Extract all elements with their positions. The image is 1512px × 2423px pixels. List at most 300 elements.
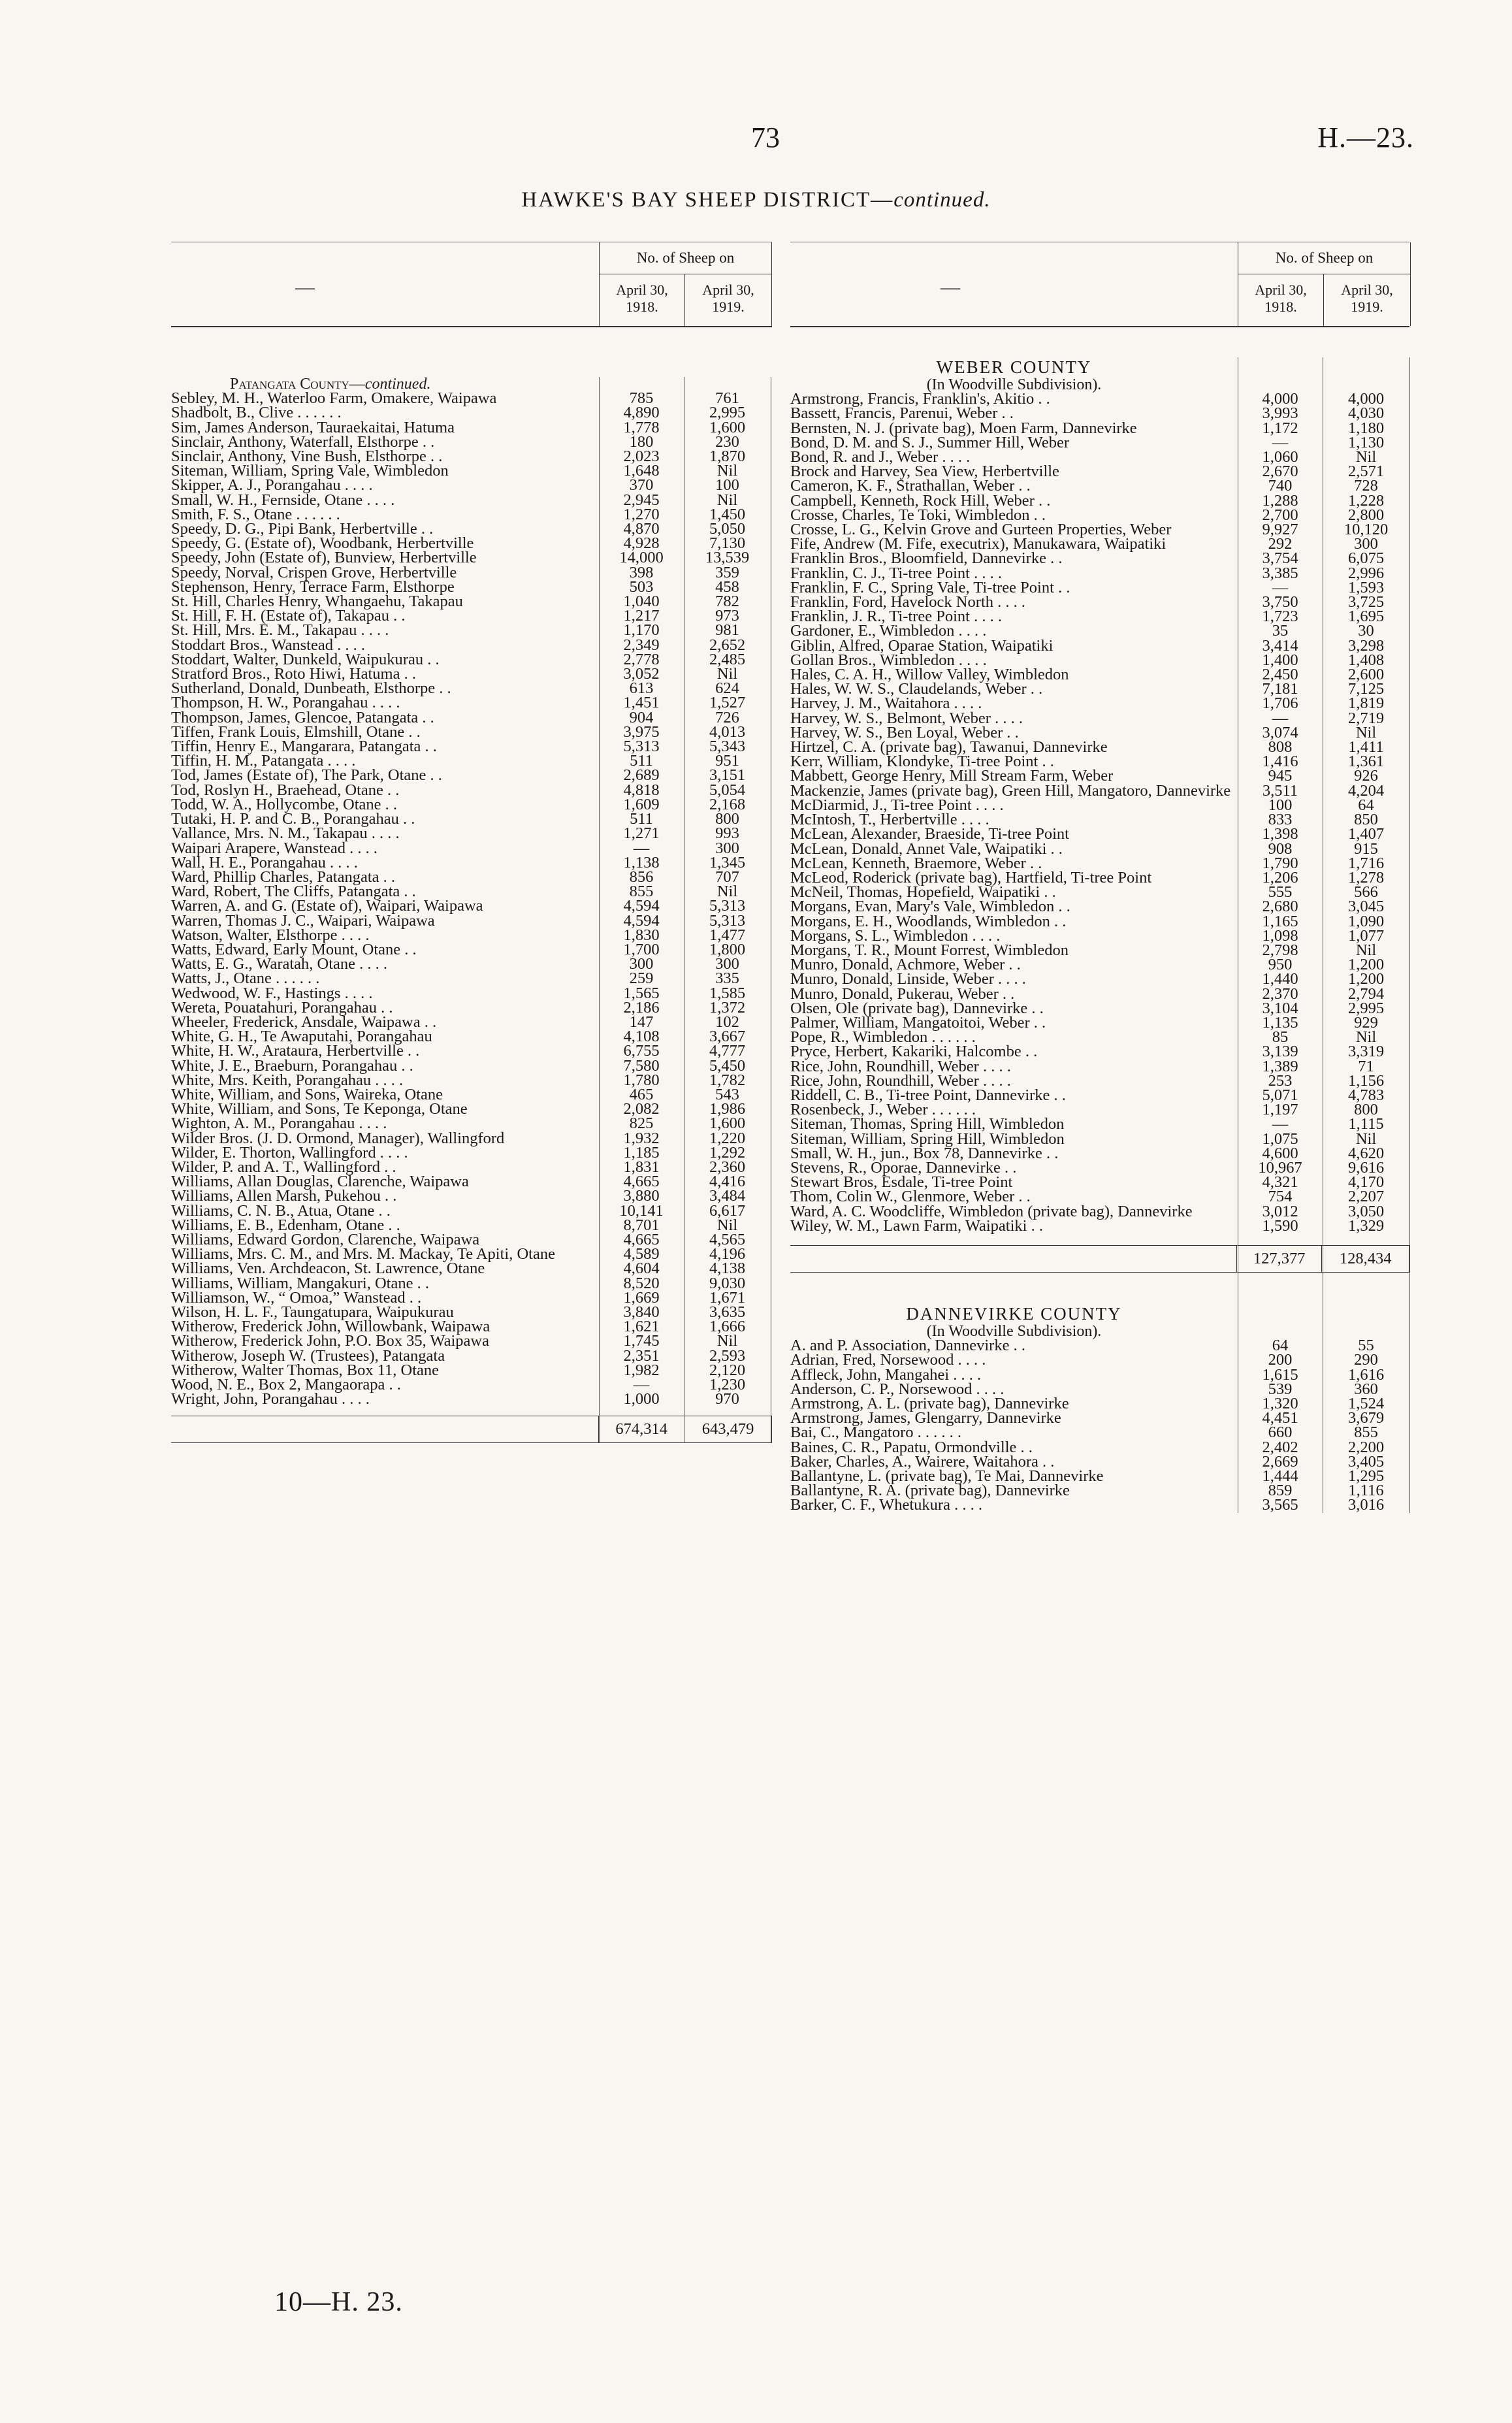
count-1918: 2,670 [1262,463,1298,481]
count-1918: 539 [1268,1380,1293,1398]
owner-name: Baker, Charles, A., Wairere, Waitahora . . [790,1452,1055,1471]
count-1919: 1,600 [709,418,746,436]
count-1919: 1,200 [1347,956,1385,974]
count-1918: 785 [629,389,654,408]
count-1918: 3,975 [623,723,660,741]
count-1919: 2,794 [1347,984,1385,1003]
count-1918: 1,400 [1262,651,1298,669]
count-1918: 2,082 [623,1100,660,1118]
count-1918: 1,621 [623,1318,660,1336]
count-1919: 300 [715,839,739,857]
owner-name: Witherow, Frederick John, Willowbank, Waipawa [171,1318,491,1336]
count-1918: — [1272,433,1289,451]
count-1919: 800 [1354,1101,1378,1119]
count-1918: 3,754 [1262,549,1298,568]
count-1919: 1,716 [1347,854,1385,872]
count-1919: 2,168 [709,795,746,813]
count-1919: 1,593 [1347,578,1385,596]
count-1919: 1,077 [1347,926,1385,945]
count-1918: 2,186 [623,998,660,1016]
count-1919: 3,405 [1347,1452,1385,1471]
owner-name: Franklin, C. J., Ti-tree Point . . . . [790,564,1002,582]
owner-name: Watson, Walter, Elsthorpe . . . . [171,926,370,944]
count-1918: 4,108 [623,1028,660,1046]
weber-county-title: WEBER COUNTY [936,357,1092,377]
count-1918: 859 [1268,1482,1293,1500]
owner-name: Baines, C. R., Papatu, Ormondville . . [790,1438,1033,1456]
owner-name: St. Hill, F. H. (Estate of), Takapau . . [171,607,406,625]
count-1918: 7,580 [623,1056,660,1075]
count-1919: Nil [1355,448,1377,466]
count-1918: 2,680 [1262,898,1298,916]
count-1918: 1,098 [1262,926,1298,945]
owner-name: Williams, Ven. Archdeacon, St. Lawrence, Otane [171,1260,485,1278]
owner-name: Wiley, W. M., Lawn Farm, Waipatiki . . [790,1216,1043,1235]
count-1919: 624 [715,679,739,698]
owner-name: White, G. H., Te Awaputahi, Porangahau [171,1028,432,1046]
count-1918: 1,288 [1262,491,1298,510]
count-1919: 300 [1354,535,1378,553]
count-1919: 1,329 [1347,1216,1385,1235]
count-1919: 1,450 [709,505,746,523]
count-1918: 4,321 [1262,1173,1298,1192]
count-1918: 4,665 [623,1230,660,1248]
count-1918: 908 [1268,839,1293,858]
header-caption: No. of Sheep on [600,242,771,274]
count-1918: 1,170 [623,621,660,640]
owner-name: Waipari Arapere, Wanstead . . . . [171,839,378,857]
owner-name: Crosse, L. G., Kelvin Grove and Gurteen Properties, Weber [790,521,1172,539]
count-1919: 100 [715,476,739,495]
count-1919: 2,996 [1347,564,1385,582]
count-1919: 707 [715,868,739,886]
count-1919: 855 [1354,1423,1378,1442]
owner-name: Thompson, James, Glencoe, Patangata . . [171,708,434,726]
count-1919: 1,819 [1347,694,1385,713]
count-1918: 613 [629,679,654,698]
count-1918: 398 [629,563,654,581]
count-1918: 2,450 [1262,666,1298,684]
count-1919: 973 [715,607,739,625]
owner-name: McLean, Kenneth, Braemore, Weber . . [790,854,1042,872]
count-1918: 3,414 [1262,636,1298,655]
owner-name: Wood, N. E., Box 2, Mangaorapa . . [171,1376,401,1394]
count-1919: 1,345 [709,853,746,871]
owner-name: Franklin, Ford, Havelock North . . . . [790,593,1025,611]
owner-name: Affleck, John, Mangahei . . . . [790,1365,982,1384]
count-1918: 3,565 [1262,1496,1298,1514]
count-1918: 1,615 [1262,1365,1298,1384]
owner-name: Williams, Allan Douglas, Clarenche, Waipawa [171,1173,469,1191]
count-1919: 1,616 [1347,1365,1385,1384]
count-1918: 1,609 [623,795,660,813]
count-1918: 1,669 [623,1288,660,1307]
header-sheep-count [599,242,772,326]
count-1918: 1,778 [623,418,660,436]
owner-name: Bernsten, N. J. (private bag), Moen Farm, Dannevirke [790,419,1137,437]
count-1918: 1,060 [1262,448,1298,466]
owner-name: A. and P. Association, Dannevirke . . [790,1337,1025,1355]
owner-name: Gardoner, E., Wimbledon . . . . [790,622,987,640]
owner-name: Barker, C. F., Whetukura . . . . [790,1496,982,1514]
count-1918: 2,798 [1262,941,1298,959]
owner-name: Speedy, G. (Estate of), Woodbank, Herbertville [171,534,474,553]
count-1918: 9,927 [1262,521,1298,539]
page-footer: 10—H. 23. [274,2287,403,2317]
owner-name: Wall, H. E., Porangahau . . . . [171,853,358,871]
count-1918: 1,780 [623,1071,660,1089]
owner-name: Armstrong, Francis, Franklin's, Akitio . . [790,390,1050,408]
owner-name: Armstrong, James, Glengarry, Dannevirke [790,1409,1061,1427]
count-1918: 950 [1268,956,1293,974]
count-1918: 1,831 [623,1158,660,1176]
count-1919: 4,013 [709,723,746,741]
owner-name: Pryce, Herbert, Kakariki, Halcombe . . [790,1043,1038,1061]
weber-county-subtitle: (In Woodville Subdivision). [926,376,1102,393]
weber-total-1919: 128,434 [1321,1246,1409,1272]
count-1918: 1,185 [623,1143,660,1162]
count-1918: 3,139 [1262,1043,1298,1061]
count-1919: 1,130 [1347,433,1385,451]
owner-name: Olsen, Ole (private bag), Dannevirke . . [790,999,1044,1017]
count-1918: 1,932 [623,1129,660,1147]
owner-name: Stevens, R., Oporae, Dannevirke . . [790,1158,1017,1177]
count-1919: Nil [716,491,738,509]
owner-name: McIntosh, T., Herbertville . . . . [790,811,989,829]
owner-name: Franklin Bros., Bloomfield, Dannevirke . . [790,549,1063,568]
count-1919: Nil [716,462,738,480]
count-1919: 2,800 [1347,506,1385,524]
owner-name: Williams, C. N. B., Atua, Otane . . [171,1201,391,1220]
count-1918: 147 [629,1013,654,1031]
owner-name: Wereta, Pouatahuri, Porangahau . . [171,998,393,1016]
count-1918: — [1272,578,1289,596]
count-1919: Nil [716,883,738,901]
header-col-1919: April 30, 1919. [684,274,771,326]
dannevirke-county-title: DANNEVIRKE COUNTY [906,1303,1122,1324]
count-1918: 555 [1268,883,1293,902]
count-1918: 1,830 [623,926,660,944]
count-1919: 1,361 [1347,753,1385,771]
count-1919: 761 [715,389,739,408]
dannevirke-county-subtitle: (In Woodville Subdivision). [926,1322,1102,1340]
owner-name: Speedy, John (Estate of), Bunview, Herbertville [171,549,477,567]
owner-name: White, William, and Sons, Waireka, Otane [171,1085,443,1103]
count-1918: 945 [1268,767,1293,785]
count-1919: Nil [716,1332,738,1350]
owner-name: Bond, R. and J., Weber . . . . [790,448,971,466]
count-1918: 100 [1268,796,1293,814]
count-1918: 1,723 [1262,608,1298,626]
count-1919: 1,800 [709,940,746,958]
count-1919: 2,485 [709,650,746,668]
count-1918: 4,665 [623,1173,660,1191]
owner-name: Tiffin, H. M., Patangata . . . . [171,752,356,770]
count-1919: 1,782 [709,1071,746,1089]
count-1919: 3,725 [1347,593,1385,611]
count-1919: 4,416 [709,1173,746,1191]
owner-name: Armstrong, A. L. (private bag), Dannevirke [790,1395,1069,1412]
owner-name: Rosenbeck, J., Weber . . . . . . [790,1101,976,1119]
count-1919: 1,527 [709,694,746,712]
count-1918: 2,669 [1262,1452,1298,1471]
owner-name: Wedwood, W. F., Hastings . . . . [171,984,373,1002]
count-1919: 4,620 [1347,1144,1385,1162]
count-1919: 2,719 [1347,709,1385,727]
count-1919: 9,030 [709,1274,746,1292]
count-1919: 6,075 [1347,549,1385,568]
table-row [171,1392,772,1407]
table-row [790,1498,1409,1512]
count-1918: 1,790 [1262,854,1298,872]
count-1919: 1,180 [1347,419,1385,437]
owner-name: Shadbolt, B., Clive . . . . . . [171,404,342,422]
count-1918: 1,197 [1262,1101,1298,1119]
weber-total-1918: 127,377 [1236,1246,1322,1272]
owner-name: Hirtzel, C. A. (private bag), Tawanui, Dannevirke [790,738,1108,756]
owner-name: Ballantyne, R. A. (private bag), Dannevirke [790,1482,1070,1500]
owner-name: Warren, Thomas J. C., Waipari, Waipawa [171,911,435,930]
count-1919: 30 [1358,622,1374,640]
owner-name: Watts, Edward, Early Mount, Otane . . [171,940,417,958]
owner-name: Sebley, M. H., Waterloo Farm, Omakere, Waipawa [171,389,497,408]
count-1918: 4,600 [1262,1144,1298,1162]
owner-name: Speedy, Norval, Crispen Grove, Herbertville [171,563,457,581]
count-1919: 2,600 [1347,666,1385,684]
owner-name: Williams, Allen Marsh, Pukehou . . [171,1187,397,1205]
count-1918: 1,320 [1262,1395,1298,1412]
owner-name: Gollan Bros., Wimbledon . . . . [790,651,987,669]
count-1919: 970 [715,1390,739,1408]
count-1919: Nil [1355,723,1377,741]
owner-name: Pope, R., Wimbledon . . . . . . [790,1028,976,1047]
owner-name: Thompson, H. W., Porangahau . . . . [171,694,400,712]
count-1918: 3,052 [623,665,660,683]
count-1919: 3,679 [1347,1409,1385,1427]
count-1919: 1,408 [1347,651,1385,669]
count-1919: 3,635 [709,1303,746,1321]
count-1919: 10,120 [1343,521,1389,539]
count-1918: 3,074 [1262,723,1298,741]
count-1918: 1,398 [1262,825,1298,843]
count-1918: 4,451 [1262,1409,1298,1427]
owner-name: Bond, D. M. and S. J., Summer Hill, Weber [790,433,1069,451]
count-1919: 4,030 [1347,404,1385,423]
left-rows [171,377,772,1443]
count-1918: 1,745 [623,1332,660,1350]
count-1919: 850 [1354,811,1378,829]
owner-name: St. Hill, Mrs. E. M., Takapau . . . . [171,621,389,640]
count-1919: 3,667 [709,1028,746,1046]
owner-name: Crosse, Charles, Te Toki, Wimbledon . . [790,506,1046,524]
count-1918: 1,270 [623,505,660,523]
count-1919: 4,138 [709,1260,746,1278]
count-1918: 1,075 [1262,1130,1298,1148]
count-1919: 1,292 [709,1143,746,1162]
count-1919: Nil [1355,941,1377,959]
owner-name: Mabbett, George Henry, Mill Stream Farm, Weber [790,767,1114,785]
count-1919: 1,870 [709,447,746,466]
owner-name: Rice, John, Roundhill, Weber . . . . [790,1057,1011,1075]
owner-name: Giblin, Alfred, Oparae Station, Waipatiki [790,636,1054,655]
owner-name: Smith, F. S., Otane . . . . . . [171,505,340,523]
count-1918: 740 [1268,477,1293,495]
owner-name: Bai, C., Mangatoro . . . . . . [790,1423,961,1442]
owner-name: Siteman, Thomas, Spring Hill, Wimbledon [790,1115,1065,1133]
owner-name: Witherow, Joseph W. (Trustees), Patangata [171,1346,445,1365]
owner-name: Stoddart Bros., Wanstead . . . . [171,636,365,654]
count-1918: 1,135 [1262,1013,1298,1032]
count-1918: 4,589 [623,1245,660,1263]
count-1918: 1,648 [623,462,660,480]
owner-name: Ward, Phillip Charles, Patangata . . [171,868,395,886]
count-1918: 2,689 [623,766,660,785]
count-1918: 754 [1268,1188,1293,1206]
count-1919: 728 [1354,477,1378,495]
owner-name: Franklin, J. R., Ti-tree Point . . . . [790,608,1002,626]
count-1918: 4,604 [623,1260,660,1278]
count-1918: 2,023 [623,447,660,466]
count-1919: 360 [1354,1380,1378,1398]
owner-name: Sim, James Anderson, Tauraekaitai, Hatuma [171,418,455,436]
owner-name: Harvey, W. S., Ben Loyal, Weber . . [790,723,1019,741]
count-1919: 1,600 [709,1114,746,1133]
count-1919: 993 [715,824,739,843]
owner-name: Ballantyne, L. (private bag), Te Mai, Dannevirke [790,1467,1104,1486]
left-total-1919: 643,479 [684,1416,772,1442]
header-dash: — [295,276,315,298]
owner-name: Watts, E. G., Waratah, Otane . . . . [171,955,388,973]
owner-name: Siteman, William, Spring Hill, Wimbledon [790,1130,1065,1148]
header-col-1918: April 30, 1918. [616,282,668,315]
weber-total-row [790,1245,1409,1273]
count-1919: 230 [715,432,739,451]
count-1918: 1,444 [1262,1467,1298,1486]
owner-name: St. Hill, Charles Henry, Whangaehu, Takapau [171,593,463,611]
count-1919: 800 [715,810,739,828]
owner-name: Williamson, W., “ Omoa,” Wanstead . . [171,1288,422,1307]
count-1918: 5,313 [623,738,660,756]
owner-name: Stoddart, Walter, Dunkeld, Waipukurau . . [171,650,440,668]
owner-name: Morgans, E. H., Woodlands, Wimbledon . . [790,912,1067,930]
count-1918: 3,385 [1262,564,1298,582]
count-1918: 6,755 [623,1042,660,1060]
count-1918: 2,370 [1262,984,1298,1003]
count-1919: 5,313 [709,911,746,930]
count-1919: 2,593 [709,1346,746,1365]
title-main: HAWKE'S BAY SHEEP DISTRICT— [521,188,894,212]
count-1919: 1,200 [1347,970,1385,988]
count-1918: 10,967 [1258,1158,1302,1177]
count-1918: 370 [629,476,654,495]
count-1918: 64 [1272,1337,1289,1355]
count-1919: 1,230 [709,1376,746,1394]
count-1918: 660 [1268,1423,1293,1442]
owner-name: Wilder, E. Thorton, Wallingford . . . . [171,1143,408,1162]
owner-name: Munro, Donald, Achmore, Weber . . [790,956,1021,974]
left-table-header [171,242,772,327]
count-1919: 5,313 [709,897,746,915]
owner-name: Williams, Mrs. C. M., and Mrs. M. Mackay, Te Apiti, Otane [171,1245,555,1263]
count-1919: 5,050 [709,520,746,538]
right-column-table [790,242,1409,1513]
count-1919: 726 [715,708,739,726]
owner-name: Munro, Donald, Linside, Weber . . . . [790,970,1026,988]
count-1918: 2,402 [1262,1438,1298,1456]
document-reference: H.—23. [1317,122,1414,154]
count-1919: 2,652 [709,636,746,654]
count-1919: 4,170 [1347,1173,1385,1192]
header-dash: — [941,276,960,298]
owner-name: Warren, A. and G. (Estate of), Waipari, Waipawa [171,897,483,915]
page-title [0,188,1512,212]
owner-name: Tutaki, H. P. and C. B., Porangahau . . [171,810,415,828]
count-1919: 1,090 [1347,912,1385,930]
table-row [790,1216,1409,1235]
count-1918: 3,993 [1262,404,1298,423]
count-1919: 2,207 [1347,1188,1385,1206]
count-1918: 1,165 [1262,912,1298,930]
count-1919: 1,666 [709,1318,746,1336]
count-1918: 5,071 [1262,1086,1298,1104]
right-table-header [790,242,1409,327]
count-1919: 3,151 [709,766,746,785]
count-1918: 3,750 [1262,593,1298,611]
count-1919: 4,204 [1347,781,1385,800]
count-1918: 4,870 [623,520,660,538]
count-1918: 8,701 [623,1216,660,1234]
owner-name: McDiarmid, J., Ti-tree Point . . . . [790,796,1004,814]
owner-name: Tod, James (Estate of), The Park, Otane . . [171,766,442,785]
count-1919: 55 [1358,1337,1374,1355]
owner-name: Riddell, C. B., Ti-tree Point, Dannevirke . . [790,1086,1066,1104]
owner-name: Stewart Bros, Esdale, Ti-tree Point [790,1173,1013,1192]
header-caption: No. of Sheep on [1238,242,1410,274]
owner-name: Morgans, T. R., Mount Forrest, Wimbledon [790,941,1069,959]
count-1918: 292 [1268,535,1293,553]
count-1918: 10,141 [619,1201,664,1220]
count-1919: 2,120 [709,1361,746,1379]
count-1919: 3,016 [1347,1496,1385,1514]
count-1919: 5,054 [709,781,746,799]
count-1918: 7,181 [1262,680,1298,698]
count-1918: 1,440 [1262,970,1298,988]
count-1919: Nil [716,665,738,683]
count-1918: — [1272,709,1289,727]
count-1919: Nil [1355,1028,1377,1047]
header-col-1919: April 30, 1919. [1323,274,1410,326]
owner-name: Williams, E. B., Edenham, Otane . . [171,1216,400,1234]
count-1918: 3,840 [623,1303,660,1321]
count-1919: 5,343 [709,738,746,756]
count-1918: 259 [629,969,654,988]
owner-name: Mackenzie, James (private bag), Green Hill, Mangatoro, Dannevirke [790,781,1231,800]
owner-name: Small, W. H., jun., Box 78, Dannevirke . . [790,1144,1059,1162]
count-1918: 3,880 [623,1187,660,1205]
count-1919: Nil [716,1216,738,1234]
owner-name: Franklin, F. C., Spring Vale, Ti-tree Point . . [790,578,1070,596]
count-1918: 1,416 [1262,753,1298,771]
owner-name: White, H. W., Arataura, Herbertville . . [171,1042,420,1060]
count-1918: 300 [629,955,654,973]
owner-name: Sinclair, Anthony, Waterfall, Elsthorpe . . [171,432,435,451]
count-1919: 1,228 [1347,491,1385,510]
left-total-1918: 674,314 [598,1416,684,1442]
owner-name: Harvey, W. S., Belmont, Weber . . . . [790,709,1023,727]
count-1918: 855 [629,883,654,901]
count-1918: 35 [1272,622,1289,640]
owner-name: Adrian, Fred, Norsewood . . . . [790,1351,986,1369]
